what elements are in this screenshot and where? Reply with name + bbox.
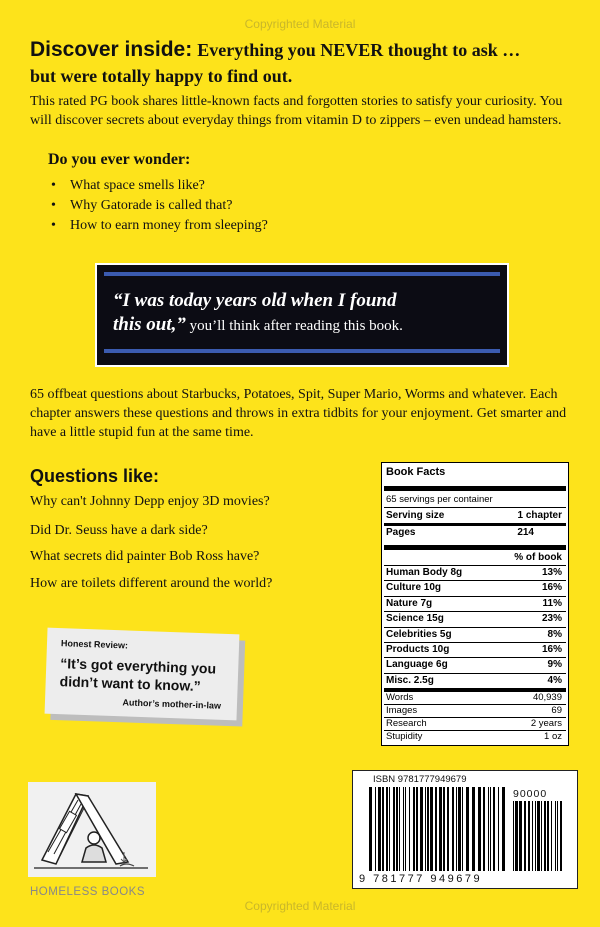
quote-bar-bottom (104, 349, 500, 353)
facts-category-row (386, 659, 564, 670)
facts-category-row (386, 598, 564, 609)
facts-divider (384, 611, 566, 612)
serving-size-label: Serving size (386, 510, 445, 521)
category-pct: 4% (547, 674, 562, 686)
list-item: • Why Gatorade is called that? (48, 196, 268, 216)
facts-extra-row (386, 692, 564, 703)
facts-servings: 65 servings per container (386, 494, 493, 505)
category-label: Celebrities 5g (386, 628, 452, 640)
quote-line2-rest: you’ll think after reading this book. (185, 318, 403, 334)
category-label: Human Body 8g (386, 567, 463, 578)
question-item: Why can't Johnny Depp enjoy 3D movies? (30, 494, 270, 509)
facts-category-row (386, 644, 564, 655)
headline (30, 37, 590, 89)
list-item: • How to earn money from sleeping? (48, 216, 268, 236)
quote-text (113, 289, 498, 338)
facts-category-row (386, 675, 564, 686)
extra-label: Research (386, 718, 427, 730)
intro-paragraph: This rated PG book shares little-known facts and forgotten stories to satisfy your curiosity. You will discover secrets about everyday things from vitamin D to zippers – even undead hamsters. (30, 94, 563, 128)
isbn-digits: 9 781777 949679 (359, 873, 483, 885)
review-quote: “It’s got everything you didn’t want to know.” (59, 655, 217, 695)
question-item: Did Dr. Seuss have a dark side? (30, 523, 208, 538)
category-label: Culture 10g (386, 582, 442, 594)
offbeat-paragraph: 65 offbeat questions about Starbucks, Potatoes, Spit, Super Mario, Worms and whatever. Each chapter answers these questions and throws in extra tidbits for your enjoyment. Get smarter and have a little stupid fun at the same time. (30, 387, 567, 440)
facts-extra-row (386, 731, 564, 742)
wonder-title: Do you ever wonder: (48, 151, 191, 168)
facts-pages (386, 527, 564, 538)
barcode-box (352, 770, 578, 889)
category-pct: 11% (542, 597, 562, 609)
category-label: Language 6g (386, 659, 448, 671)
category-label: Nature 7g (386, 597, 433, 609)
wonder-list (48, 176, 268, 236)
review-title: Honest Review: (60, 638, 129, 651)
facts-serving-size (386, 510, 564, 521)
publisher-name: HOMELESS BOOKS (30, 886, 146, 898)
barcode-addon-bars (513, 801, 562, 871)
pct-header: % of book (514, 552, 562, 563)
facts-divider (384, 580, 566, 581)
question-item: How are toilets different around the world? (30, 576, 273, 591)
facts-category-row (386, 613, 564, 624)
watermark-bottom: Copyrighted Material (244, 899, 356, 913)
category-label: Products 10g (386, 644, 450, 655)
book-tent-icon (28, 782, 156, 877)
quote-line2-bold: this out,” (113, 314, 186, 335)
extra-value: 40,939 (532, 692, 562, 704)
list-item: • What space smells like? (48, 176, 268, 196)
category-pct: 16% (541, 582, 562, 594)
facts-divider (384, 523, 566, 526)
facts-divider (384, 657, 566, 658)
extra-label: Images (386, 705, 418, 717)
facts-category-row (386, 582, 564, 593)
category-pct: 8% (547, 628, 562, 640)
facts-category-row (386, 567, 564, 578)
facts-divider (384, 642, 566, 643)
question-item: What secrets did painter Bob Ross have? (30, 549, 260, 564)
pages-label: Pages (386, 527, 416, 538)
serving-size-value: 1 chapter (517, 510, 562, 521)
extra-label: Stupidity (386, 731, 423, 743)
facts-category-row (386, 629, 564, 640)
review-card (45, 628, 240, 721)
extra-value: 1 oz (544, 731, 562, 743)
facts-divider (384, 673, 566, 674)
category-label: Misc. 2.5g (386, 674, 434, 686)
category-pct: 13% (541, 567, 562, 578)
facts-divider (384, 545, 566, 550)
facts-divider (384, 596, 566, 597)
pages-value: 214 (517, 527, 534, 538)
facts-divider (384, 565, 566, 566)
review-author: Author’s mother-in-law (122, 697, 222, 711)
facts-divider (384, 486, 566, 491)
headline-line2: but were totally happy to find out. (30, 66, 293, 86)
barcode-main-bars (369, 787, 505, 871)
extra-value: 2 years (530, 718, 562, 730)
extra-value: 69 (551, 705, 562, 717)
category-pct: 9% (547, 659, 562, 671)
facts-extra-row (386, 705, 564, 716)
questions-title: Questions like: (30, 466, 160, 486)
quote-bar-top (104, 272, 500, 276)
category-pct: 16% (541, 644, 562, 655)
book-facts-panel (381, 462, 569, 746)
facts-divider (384, 627, 566, 628)
category-label: Science 15g (386, 613, 444, 625)
extra-label: Words (386, 692, 414, 704)
quote-line1: “I was today years old when I found (113, 290, 397, 311)
price-code: 90000 (513, 788, 548, 800)
isbn-label: ISBN 9781777949679 (373, 774, 467, 785)
facts-extra-row (386, 718, 564, 729)
facts-divider (384, 507, 566, 508)
headline-lead: Discover inside: (30, 38, 193, 61)
watermark-top: Copyrighted Material (244, 17, 356, 31)
category-pct: 23% (541, 613, 562, 625)
publisher-logo (28, 782, 156, 877)
headline-rest: Everything you NEVER thought to ask … (197, 40, 521, 60)
quote-box (95, 263, 509, 367)
facts-title: Book Facts (386, 466, 446, 478)
